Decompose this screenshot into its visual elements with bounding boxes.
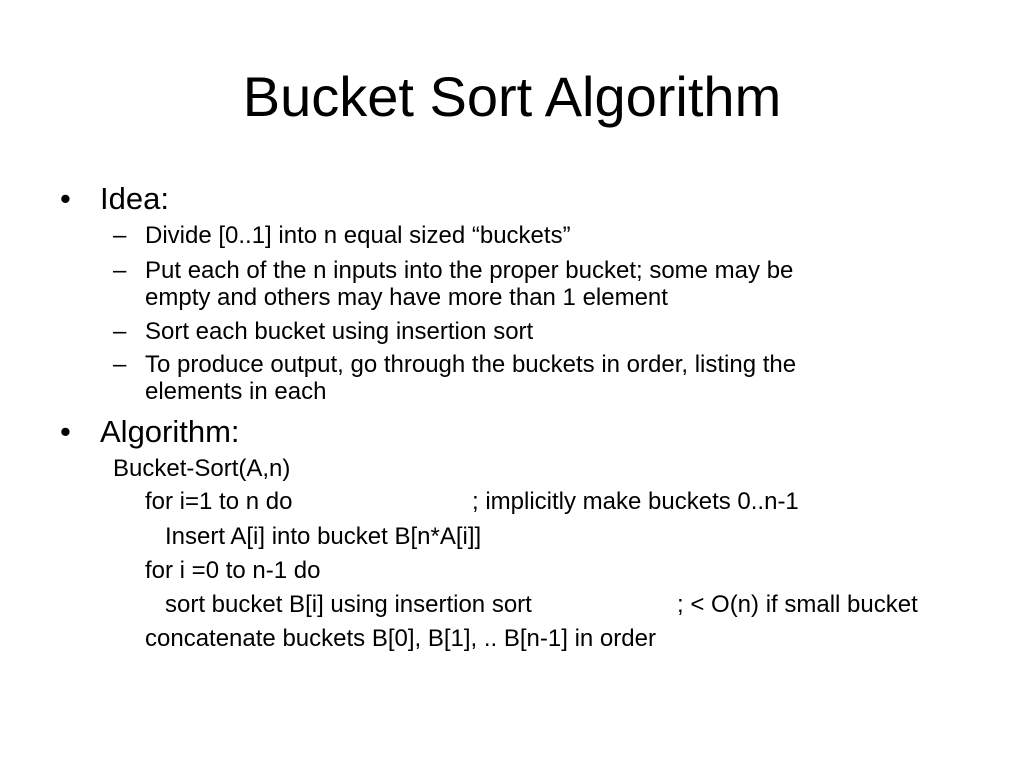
idea-item-output-line2: elements in each	[145, 378, 327, 405]
code-line-concatenate: concatenate buckets B[0], B[1], .. B[n-1] in order	[145, 625, 656, 652]
code-line-insert: Insert A[i] into bucket B[n*A[i]]	[165, 523, 482, 550]
dash-marker: –	[113, 222, 127, 249]
bullet-marker: •	[60, 181, 71, 216]
idea-item-put-line2: empty and others may have more than 1 element	[145, 284, 668, 311]
idea-item-sort: Sort each bucket using insertion sort	[145, 318, 534, 345]
idea-item-output-line1: To produce output, go through the buckets in order, listing the	[145, 351, 797, 378]
code-comment-make-buckets: ; implicitly make buckets 0..n-1	[472, 488, 799, 515]
code-comment-complexity: ; < O(n) if small bucket	[677, 591, 918, 618]
idea-item-divide: Divide [0..1] into n equal sized “buckets”	[145, 222, 571, 249]
code-line-for-1: for i=1 to n do	[145, 488, 293, 515]
dash-marker: –	[113, 351, 127, 378]
bullet-marker: •	[60, 414, 71, 449]
code-line-sort-bucket: sort bucket B[i] using insertion sort	[165, 591, 532, 618]
dash-marker: –	[113, 257, 127, 284]
slide-title: Bucket Sort Algorithm	[242, 65, 782, 128]
code-line-signature: Bucket-Sort(A,n)	[113, 455, 291, 482]
code-line-for-2: for i =0 to n-1 do	[145, 557, 321, 584]
idea-heading: Idea:	[100, 181, 169, 216]
dash-marker: –	[113, 318, 127, 345]
idea-item-put-line1: Put each of the n inputs into the proper bucket; some may be	[145, 257, 794, 284]
algorithm-heading: Algorithm:	[100, 414, 240, 449]
